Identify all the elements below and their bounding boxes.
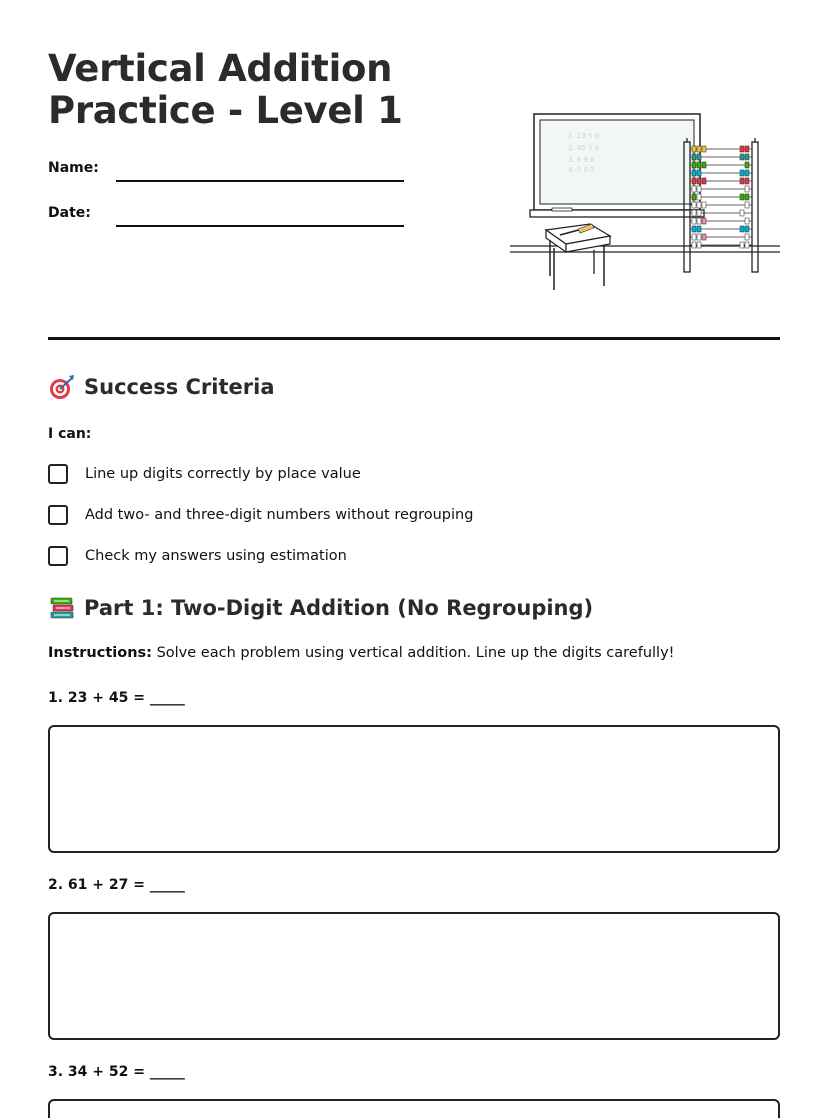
svg-text:1. 23 5 6: 1. 23 5 6 bbox=[568, 132, 600, 140]
date-field-line[interactable] bbox=[116, 225, 404, 227]
part1-heading bbox=[48, 595, 593, 621]
instructions-label: Instructions: bbox=[48, 645, 152, 661]
problem-label: 1. 23 + 45 = _____ bbox=[48, 690, 185, 706]
target-icon bbox=[48, 374, 76, 400]
i-can-label: I can: bbox=[48, 426, 92, 442]
criteria-item[interactable] bbox=[48, 546, 347, 566]
books-icon bbox=[48, 595, 76, 621]
success-criteria-title: Success Criteria bbox=[84, 375, 275, 399]
problem-label: 3. 34 + 52 = _____ bbox=[48, 1064, 185, 1080]
worksheet-title bbox=[48, 48, 403, 132]
name-label: Name: bbox=[48, 160, 99, 176]
answer-box[interactable] bbox=[48, 725, 780, 853]
instructions-text: Solve each problem using vertical addition. Line up the digits carefully! bbox=[151, 645, 675, 661]
criteria-label: Check my answers using estimation bbox=[85, 548, 347, 564]
name-field-line[interactable] bbox=[116, 180, 404, 182]
date-label: Date: bbox=[48, 205, 91, 221]
svg-text:3. 6 9 8: 3. 6 9 8 bbox=[568, 156, 595, 164]
criteria-item[interactable] bbox=[48, 464, 361, 484]
title-line-2: Practice - Level 1 bbox=[48, 89, 403, 132]
problem-label: 2. 61 + 27 = _____ bbox=[48, 877, 185, 893]
answer-box[interactable] bbox=[48, 1099, 780, 1118]
criteria-label: Add two- and three-digit numbers without regrouping bbox=[85, 507, 474, 523]
criteria-checkbox[interactable] bbox=[48, 505, 68, 525]
title-line-1: Vertical Addition bbox=[48, 47, 393, 90]
header-divider bbox=[48, 337, 780, 340]
criteria-label: Line up digits correctly by place value bbox=[85, 466, 361, 482]
success-criteria-heading bbox=[48, 374, 275, 400]
instructions bbox=[48, 645, 674, 661]
criteria-item[interactable] bbox=[48, 505, 473, 525]
classroom-illustration bbox=[508, 110, 782, 292]
svg-text:4. 5 0 2: 4. 5 0 2 bbox=[568, 166, 595, 174]
criteria-checkbox[interactable] bbox=[48, 464, 68, 484]
svg-text:2. 45 3 4: 2. 45 3 4 bbox=[568, 144, 600, 152]
part1-title: Part 1: Two-Digit Addition (No Regrouping) bbox=[84, 596, 594, 620]
answer-box[interactable] bbox=[48, 912, 780, 1040]
criteria-checkbox[interactable] bbox=[48, 546, 68, 566]
